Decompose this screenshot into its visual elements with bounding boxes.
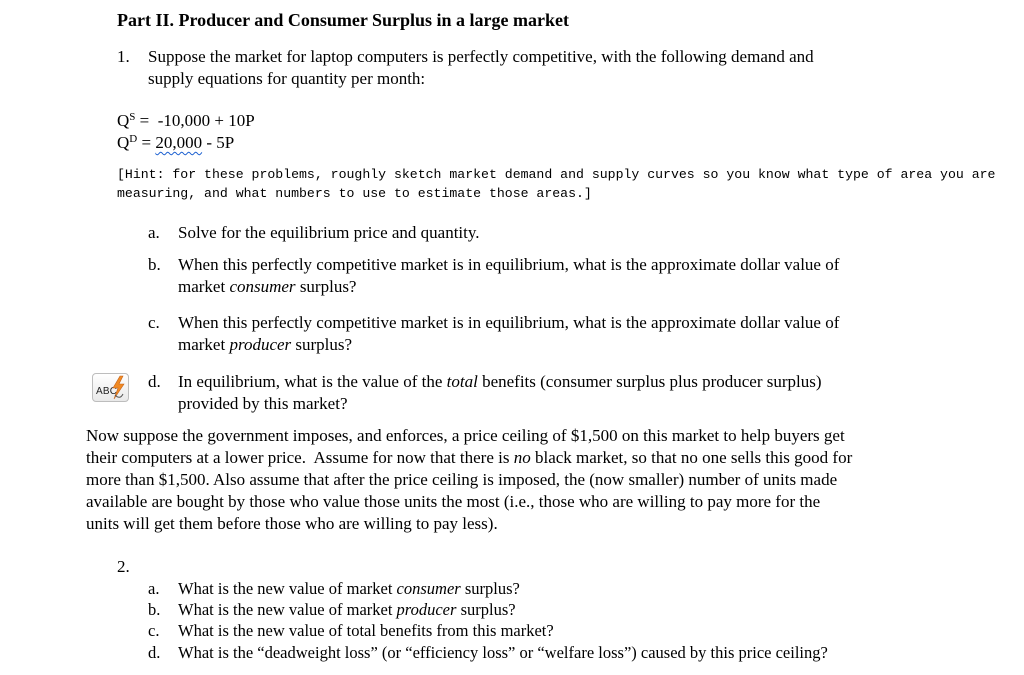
ceiling-paragraph-line-3: more than $1,500. Also assume that after the price ceiling is imposed, the (now smaller) number of units made — [86, 470, 838, 489]
paragraph-line-2-emphasis: no — [513, 448, 531, 467]
demand-equals: = — [137, 133, 156, 152]
part-b-label: b. — [148, 255, 161, 274]
demand-equation — [117, 128, 234, 154]
spellcheck-icon-label: ABC — [96, 386, 118, 397]
part-c-line-1: When this perfectly competitive market is in equilibrium, what is the approximate dollar value of — [178, 313, 840, 332]
q2-part-b-emphasis: producer — [396, 600, 457, 619]
ceiling-paragraph-line-2 — [86, 447, 852, 469]
part-d-text-pre: In equilibrium, what is the value of the — [178, 372, 447, 391]
q2-part-b-label: b. — [148, 600, 161, 619]
q2-part-b-post: surplus? — [456, 600, 516, 619]
demand-slope-term: - 5P — [202, 133, 235, 152]
spellcheck-icon[interactable] — [92, 373, 129, 402]
hint-line-2: measuring, and what numbers to use to estimate those areas.] — [117, 186, 592, 201]
part-d-text-post: benefits (consumer surplus plus producer surplus) — [477, 372, 822, 391]
q2-part-b-text — [178, 599, 516, 621]
q2-part-a-emphasis: consumer — [396, 579, 461, 598]
question-1-number: 1. — [117, 47, 130, 66]
paragraph-line-2-post: black market, so that no one sells this good for — [530, 448, 853, 467]
part-d-emphasis: total — [446, 372, 478, 391]
q2-part-d-text: What is the “deadweight loss” (or “efficiency loss” or “welfare loss”) caused by this price ceiling? — [178, 643, 828, 662]
part-c-text-pre: market — [178, 335, 230, 354]
supply-q-letter: Q — [117, 111, 130, 130]
supply-superscript: S — [129, 111, 136, 123]
part-b-line-1: When this perfectly competitive market is in equilibrium, what is the approximate dollar value of — [178, 255, 840, 274]
question-2-number: 2. — [117, 557, 130, 576]
ceiling-paragraph-line-1: Now suppose the government imposes, and enforces, a price ceiling of $1,500 on this market to help buyers get — [86, 426, 845, 445]
question-1-line-1: Suppose the market for laptop computers is perfectly competitive, with the following demand and — [148, 47, 814, 66]
q2-part-a-text — [178, 578, 520, 600]
q2-part-c-label: c. — [148, 621, 160, 640]
q2-part-d-label: d. — [148, 643, 161, 662]
section-title: Part II. Producer and Consumer Surplus in a large market — [117, 10, 570, 30]
hint-line-1: [Hint: for these problems, roughly sketch market demand and supply curves so you know what type of area you are — [117, 167, 996, 182]
q2-part-a-pre: What is the new value of market — [178, 579, 397, 598]
demand-intercept-spellcheck[interactable]: 20,000 — [155, 133, 203, 152]
spellcheck-bolt-icon — [93, 374, 130, 403]
demand-superscript: D — [129, 133, 138, 145]
q2-part-a-label: a. — [148, 579, 160, 598]
demand-q-letter: Q — [117, 133, 130, 152]
part-c-emphasis: producer — [229, 335, 292, 354]
supply-expression: = -10,000 + 10P — [135, 111, 255, 130]
ceiling-paragraph-line-5: units will get them before those who are willing to pay less). — [86, 514, 498, 533]
part-c-line-2 — [178, 334, 352, 356]
part-d-label: d. — [148, 372, 161, 391]
part-d-line-1 — [178, 371, 822, 393]
q2-part-c-text: What is the new value of total benefits from this market? — [178, 621, 554, 640]
part-a-label: a. — [148, 223, 160, 242]
part-b-text-pre: market — [178, 277, 230, 296]
part-d-line-2: provided by this market? — [178, 394, 348, 413]
q2-part-a-post: surplus? — [460, 579, 520, 598]
part-c-text-post: surplus? — [291, 335, 353, 354]
part-c-label: c. — [148, 313, 160, 332]
question-1-line-2: supply equations for quantity per month: — [148, 69, 426, 88]
part-b-text-post: surplus? — [295, 277, 357, 296]
q2-part-b-pre: What is the new value of market — [178, 600, 397, 619]
part-a-text: Solve for the equilibrium price and quantity. — [178, 223, 480, 242]
ceiling-paragraph-line-4: available are bought by those who value those units the most (i.e., those who are willing to pay more for the — [86, 492, 821, 511]
part-b-emphasis: consumer — [229, 277, 296, 296]
paragraph-line-2-pre: their computers at a lower price. Assume for now that there is — [86, 448, 514, 467]
part-b-line-2 — [178, 276, 356, 298]
